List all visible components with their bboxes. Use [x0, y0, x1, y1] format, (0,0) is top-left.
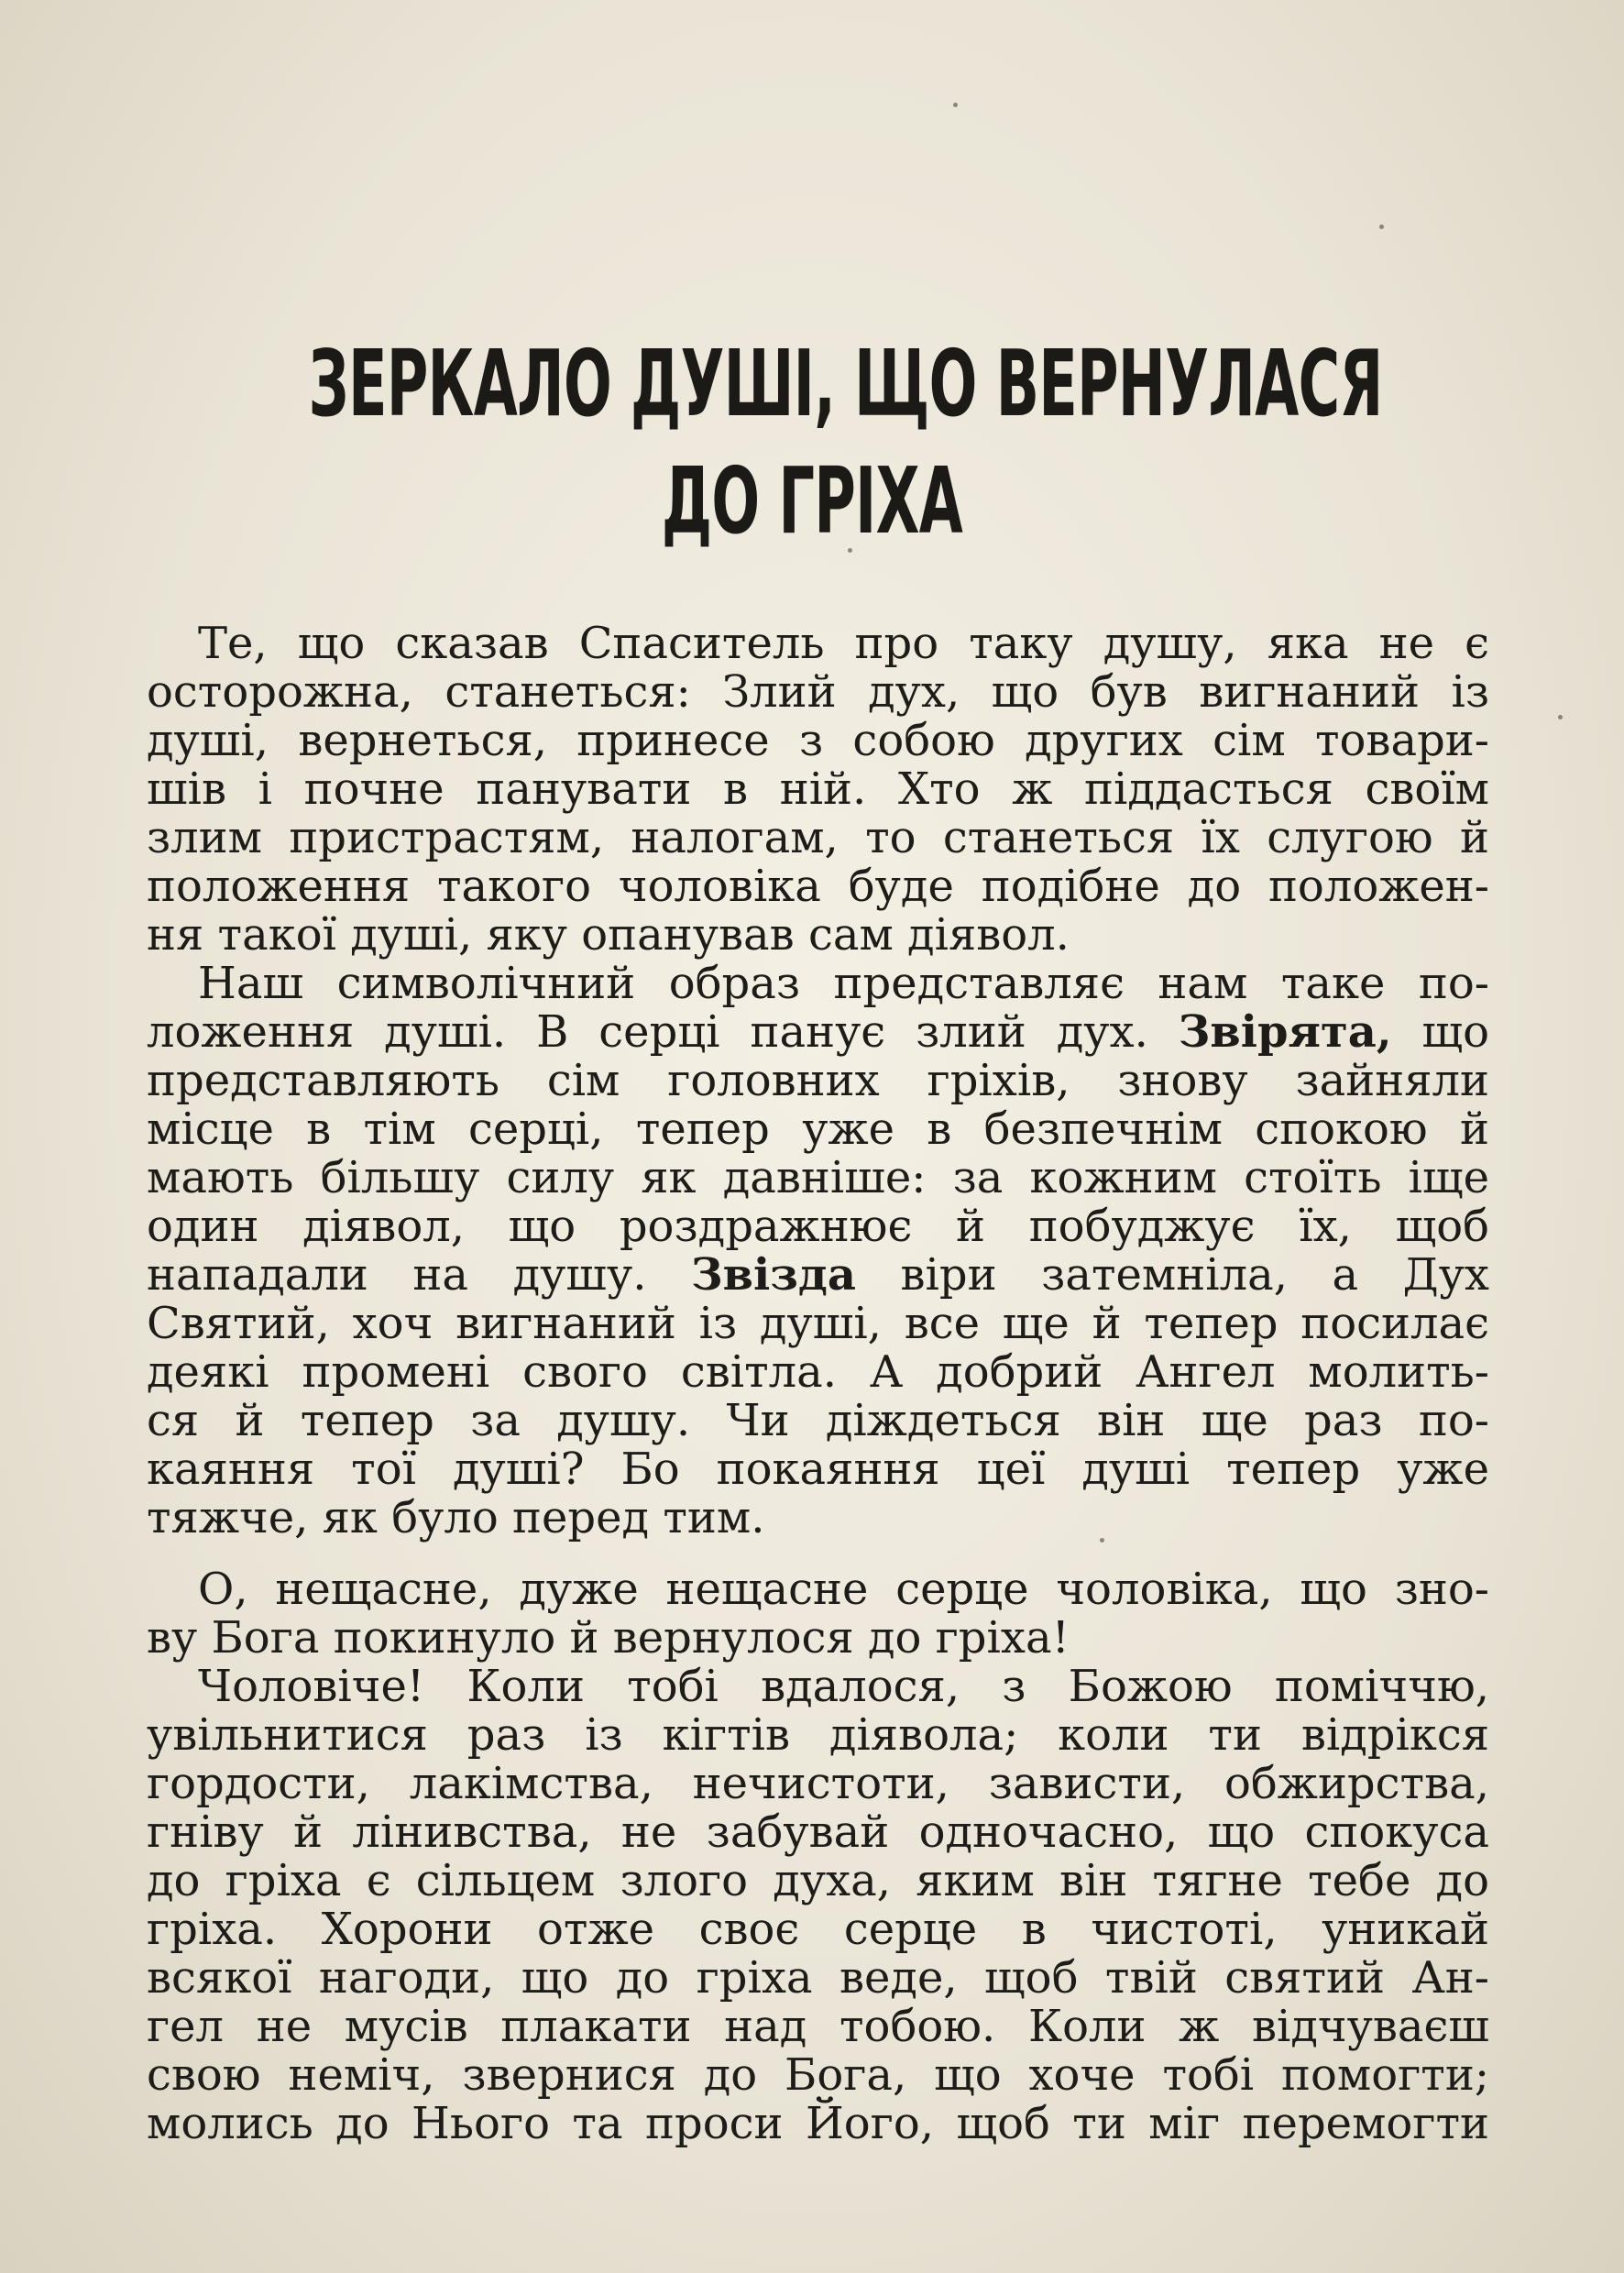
paper-speck	[1558, 715, 1563, 719]
text-line: молись до Нього та проси Його, щоб ти міг перемогти	[147, 2098, 1489, 2149]
text-run: що	[1421, 1006, 1490, 1058]
text-line: гніву й лінивства, не забувай одночасно, що спокуса	[147, 1806, 1489, 1858]
text-line: Наш символічний образ представляє нам таке по-	[198, 958, 1489, 1009]
text-line: Святий, хоч вигнаний із душі, все ще й тепер посилає	[147, 1298, 1489, 1349]
paper-speck	[953, 103, 958, 107]
paragraph-2	[147, 960, 1489, 1543]
text-line: представляють сім головних гріхів, знову зайняли	[147, 1055, 1489, 1106]
text-run: віри затемніла, а Дух	[900, 1249, 1490, 1301]
text-line: увільнитися раз із кігтів діявола; коли ти відрікся	[147, 1709, 1489, 1761]
text-line: душі, вернеться, принесе з собою других сім товари-	[147, 715, 1489, 766]
text-line: до гріха є сільцем злого духа, яким він тягне тебе до	[147, 1855, 1489, 1906]
bold-term: Звірята,	[1178, 1006, 1392, 1058]
text-line	[147, 1008, 1489, 1057]
text-line: тяжче, як було перед тим.	[147, 1492, 765, 1543]
text-line: гріха. Хорони отже своє серце в чистоті, уникай	[147, 1904, 1489, 1955]
bold-term: Звізда	[691, 1249, 856, 1301]
text-line: Те, що сказав Спаситель про таку душу, яка не є	[198, 618, 1489, 669]
text-line: осторожна, станеться: Злий дух, що був вигнаний із	[147, 666, 1489, 718]
text-line: О, нещасне, дуже нещасне серце чоловіка, що зно-	[198, 1564, 1489, 1615]
paper-speck	[1379, 225, 1384, 229]
text-line: гордости, лакімства, нечистоти, зависти, обжирства,	[147, 1758, 1489, 1809]
body-text	[147, 620, 1489, 2148]
text-line: всякої нагоди, що до гріха веде, щоб твій святий Ан-	[147, 1952, 1489, 2004]
title-line-1: ЗЕРКАЛО ДУШІ, ЩО ВЕРНУЛАСЯ	[308, 330, 1383, 437]
paragraph-3	[147, 1565, 1489, 1663]
text-line: каяння тої душі? Бо покаяння цеї душі тепер уже	[147, 1444, 1489, 1495]
paragraph-1	[147, 620, 1489, 960]
text-line: положення такого чоловіка буде подібне до положен-	[147, 861, 1489, 912]
text-line: ву Бога покинуло й вернулося до гріха!	[147, 1612, 1070, 1664]
text-run: нападали на душу.	[147, 1249, 647, 1301]
text-line: свою неміч, звернися до Бога, що хоче тобі помогти;	[147, 2049, 1489, 2101]
text-line: місце в тім серці, тепер уже в безпечнім спокою й	[147, 1104, 1489, 1155]
text-line: гел не мусів плакати над тобою. Коли ж відчуваєш	[147, 2001, 1489, 2052]
title-line-2: ДО ГРІХА	[661, 447, 963, 555]
text-line: ня такої душі, яку опанував сам діявол.	[147, 909, 1070, 961]
text-line: шів і почне панувати в ній. Хто ж піддасться своїм	[147, 763, 1489, 815]
paragraph-gap	[147, 1543, 1489, 1565]
text-line: один діявол, що роздражнює й побуджує їх, щоб	[147, 1201, 1489, 1252]
text-line: деякі промені свого світла. А добрий Ангел молить-	[147, 1346, 1489, 1398]
page-title	[308, 325, 1383, 560]
text-line: Чоловіче! Коли тобі вдалося, з Божою поміччю,	[198, 1661, 1489, 1712]
paragraph-4	[147, 1663, 1489, 2148]
text-line: ся й тепер за душу. Чи діждеться він ще раз по-	[147, 1395, 1489, 1446]
text-line: злим пристрастям, налогам, то станеться їх слугою й	[147, 812, 1489, 863]
text-line: мають більшу силу як давніше: за кожним стоїть іще	[147, 1152, 1489, 1203]
text-run: ложення душі. В серці панує злий дух.	[147, 1006, 1148, 1058]
text-line	[147, 1251, 1489, 1300]
